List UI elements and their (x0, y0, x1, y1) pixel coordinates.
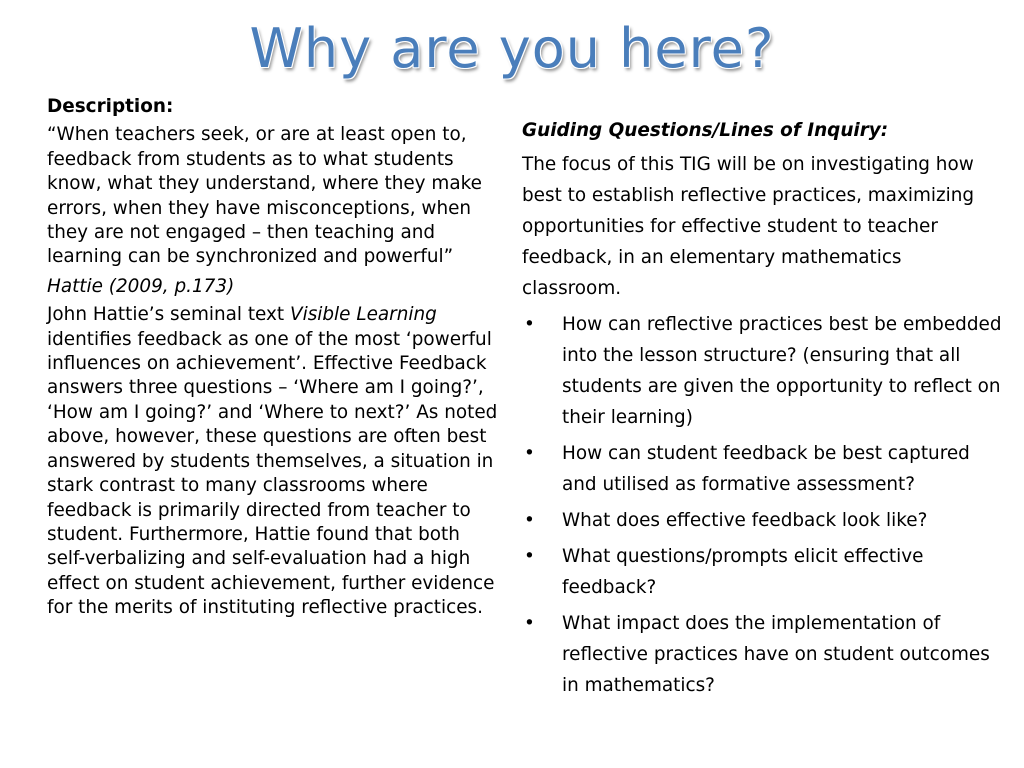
description-label: Description: (47, 96, 174, 117)
question-text: How can reflective practices best be embedded into the lesson structure? (ensuring that all students are given the opportunity to reflect on their learning) (562, 314, 1002, 428)
book-title: Visible Learning (290, 304, 437, 326)
description-body (47, 303, 499, 620)
hattie-quote: “When teachers seek, or are at least open to, feedback from students as to what students know, what they understand, where they make errors, when they have misconceptions, when they are not engaged – then teaching and learning can be synchronized and powerful” (47, 124, 482, 268)
quote-citation: Hattie (2009, p.173) (47, 275, 235, 297)
list-item (522, 608, 1004, 701)
inquiry-column (522, 115, 1004, 706)
description-column (47, 95, 499, 621)
list-item (522, 309, 1004, 433)
body-text-lead: John Hattie’s seminal text (47, 304, 290, 326)
bullet-icon: • (524, 510, 535, 531)
list-item (522, 438, 1004, 500)
question-text: What impact does the implementation of reflective practices have on student outcomes in mathematics? (562, 613, 990, 696)
question-text: How can student feedback be best captured and utilised as formative assessment? (562, 443, 970, 495)
list-item (522, 541, 1004, 603)
list-item (522, 505, 1004, 536)
bullet-icon: • (524, 443, 535, 464)
focus-text: The focus of this TIG will be on investigating how best to establish reflective practices, maximizing opportunities for effective student to teacher feedback, in an elementary mathematics classroom. (522, 154, 975, 299)
question-text: What does effective feedback look like? (562, 510, 928, 531)
body-text-rest: identifies feedback as one of the most ‘powerful influences on achievement’. Effective Feedback answers three questions – ‘Where am I going?’, ‘How am I going?’ and ‘Where to next?’ As noted above, however, these questions are often best answered by students themselves, a situation in stark contrast to many classrooms where feedback is primarily directed from teacher to student. Furthermore, Hattie found that both self-verbalizing and self-evaluation had a high effect on student achievement, further evidence for the merits of instituting reflective practices. (47, 328, 498, 619)
slide-title: Why are you here? (249, 17, 775, 80)
questions-list (522, 309, 1004, 701)
guiding-questions-label: Guiding Questions/Lines of Inquiry: (522, 120, 889, 141)
bullet-icon: • (524, 613, 535, 634)
bullet-icon: • (524, 314, 535, 335)
bullet-icon: • (524, 546, 535, 567)
question-text: What questions/prompts elicit effective feedback? (562, 546, 924, 598)
